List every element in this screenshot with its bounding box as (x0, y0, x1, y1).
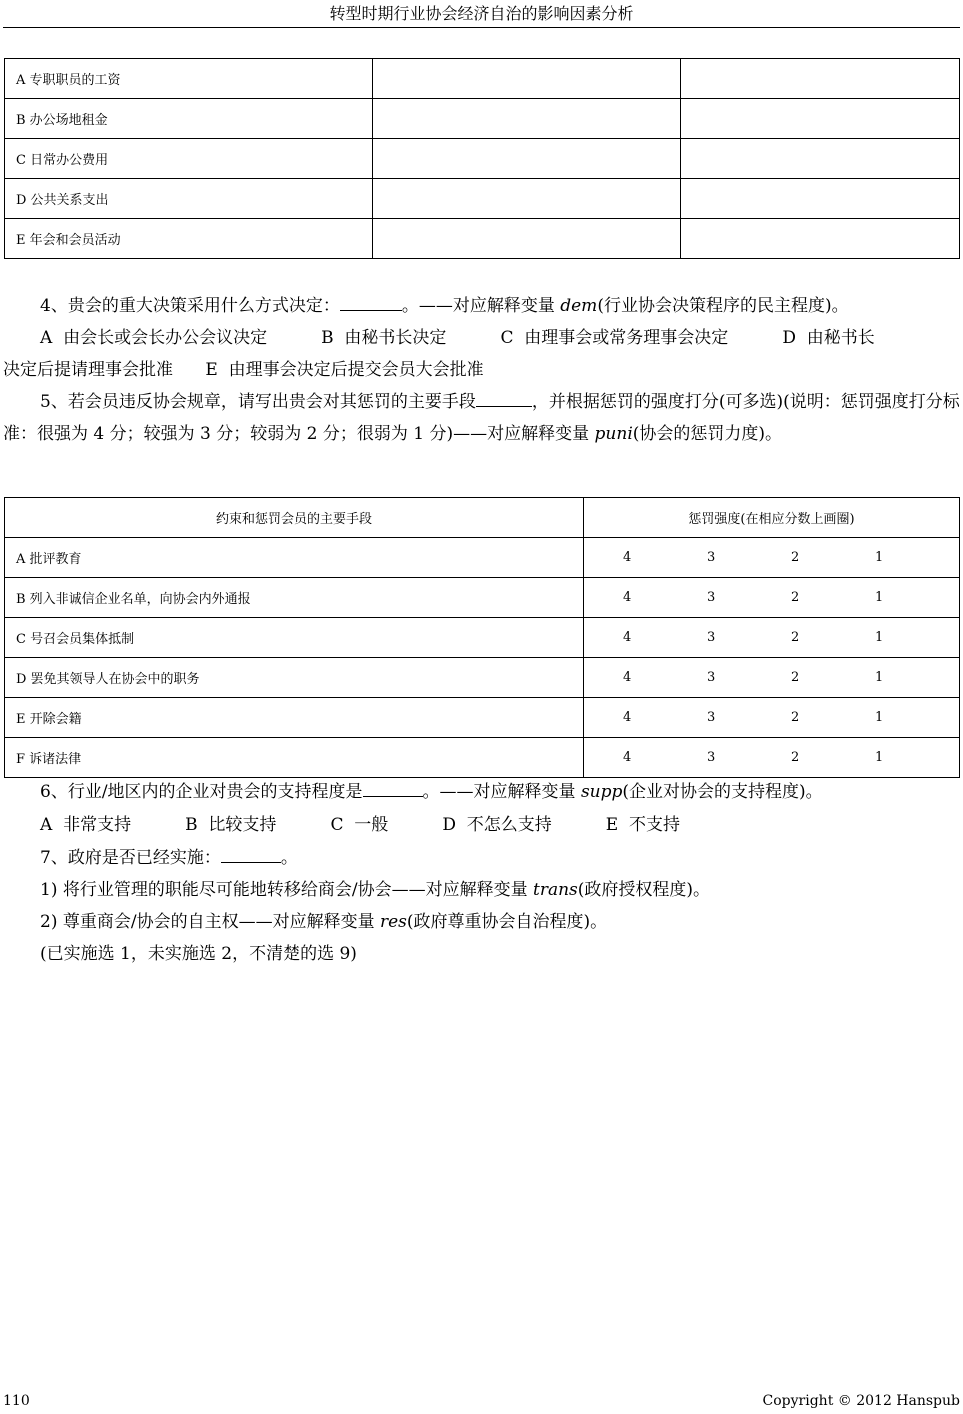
q7-item-1 (3, 874, 960, 906)
answer-cell[interactable] (681, 139, 960, 179)
answer-cell[interactable] (373, 179, 681, 219)
answer-cell[interactable] (681, 219, 960, 259)
answer-cell[interactable] (681, 59, 960, 99)
score-option[interactable]: 1 (875, 750, 884, 765)
table-row (5, 179, 960, 219)
score-cell[interactable] (584, 578, 960, 618)
score-cell[interactable] (584, 658, 960, 698)
score-option[interactable]: 3 (707, 550, 716, 565)
score-cell[interactable] (584, 618, 960, 658)
measure-label: A 批评教育 (5, 538, 584, 578)
score-option[interactable]: 3 (707, 630, 716, 645)
score-option[interactable]: 2 (791, 590, 800, 605)
q5-variable: puni (594, 424, 633, 444)
score-option[interactable]: 2 (791, 750, 800, 765)
running-header: 转型时期行业协会经济自治的影响因素分析 (329, 4, 634, 23)
score-option[interactable]: 4 (623, 670, 632, 685)
score-option[interactable]: 2 (791, 630, 800, 645)
score-option[interactable]: 4 (623, 630, 632, 645)
cost-item-label: D 公共关系支出 (5, 179, 373, 219)
q6-answer-blank[interactable] (363, 778, 423, 797)
q4-variable-desc: (行业协会决策程序的民主程度)。 (597, 296, 849, 316)
cost-item-label: E 年会和会员活动 (5, 219, 373, 259)
score-option[interactable]: 1 (875, 670, 884, 685)
question-7 (3, 842, 960, 874)
score-option[interactable]: 4 (623, 710, 632, 725)
q7-item-2 (3, 906, 960, 938)
cost-item-label: C 日常办公费用 (5, 139, 373, 179)
table-row (5, 738, 960, 778)
answer-cell[interactable] (373, 99, 681, 139)
punishment-table (4, 497, 960, 778)
q7-answer-blank[interactable] (221, 844, 281, 863)
score-cell[interactable] (584, 698, 960, 738)
measure-label: E 开除会籍 (5, 698, 584, 738)
score-option[interactable]: 3 (707, 710, 716, 725)
answer-cell[interactable] (681, 179, 960, 219)
q6-variable: supp (580, 782, 623, 802)
copyright: Copyright © 2012 Hanspub (762, 1393, 960, 1409)
answer-cell[interactable] (373, 219, 681, 259)
score-option[interactable]: 3 (707, 590, 716, 605)
score-option[interactable]: 1 (875, 550, 884, 565)
q6-options: A 非常支持 B 比较支持 C 一般 D 不怎么支持 E 不支持 (40, 815, 681, 835)
answer-cell[interactable] (373, 59, 681, 99)
score-option[interactable]: 4 (623, 550, 632, 565)
q5-variable-desc: (协会的惩罚力度)。 (632, 424, 783, 444)
answer-cell[interactable] (373, 139, 681, 179)
q4-variable: dem (560, 296, 598, 316)
question-4 (3, 290, 960, 322)
table-row (5, 219, 960, 259)
q4-options-line2: 决定后提请理事会批准 E 由理事会决定后提交会员大会批准 (3, 360, 484, 380)
score-option[interactable]: 1 (875, 630, 884, 645)
question-6 (3, 776, 960, 808)
measure-label: F 诉诸法律 (5, 738, 584, 778)
q4-prompt: 4、贵会的重大决策采用什么方式决定： (40, 296, 340, 316)
score-cell[interactable] (584, 738, 960, 778)
q7-suffix: 。 (280, 848, 298, 868)
table-row (5, 139, 960, 179)
column-header-intensity: 惩罚强度(在相应分数上画圈) (584, 498, 960, 538)
q7-item-2-desc: (政府尊重协会自治程度)。 (406, 912, 608, 932)
q4-suffix: 。——对应解释变量 (401, 296, 555, 316)
q6-prompt: 6、行业/地区内的企业对贵会的支持程度是 (40, 782, 363, 802)
q7-item-1-desc: (政府授权程度)。 (577, 880, 711, 900)
table-row (5, 59, 960, 99)
page-number: 110 (3, 1393, 30, 1409)
question-5 (3, 386, 960, 450)
table-row (5, 698, 960, 738)
table-row (5, 578, 960, 618)
table-row (5, 658, 960, 698)
column-header-measure: 约束和惩罚会员的主要手段 (5, 498, 584, 538)
q5-prompt: 5、若会员违反协会规章，请写出贵会对其惩罚的主要手段 (40, 392, 476, 412)
q7-item-2-variable: res (380, 912, 407, 932)
score-option[interactable]: 4 (623, 750, 632, 765)
q7-prompt: 7、政府是否已经实施： (40, 848, 221, 868)
score-option[interactable]: 2 (791, 550, 800, 565)
cost-table (4, 58, 960, 259)
cost-item-label: A 专职职员的工资 (5, 59, 373, 99)
q7-item-1-text: 1) 将行业管理的职能尽可能地转移给商会/协会——对应解释变量 (40, 880, 528, 900)
q7-note: (已实施选 1，未实施选 2，不清楚的选 9) (40, 944, 357, 964)
table-header-row (5, 498, 960, 538)
score-option[interactable]: 2 (791, 670, 800, 685)
score-option[interactable]: 3 (707, 750, 716, 765)
measure-label: B 列入非诚信企业名单，向协会内外通报 (5, 578, 584, 618)
q7-item-1-variable: trans (533, 880, 578, 900)
measure-label: D 罢免其领导人在协会中的职务 (5, 658, 584, 698)
cost-item-label: B 办公场地租金 (5, 99, 373, 139)
q6-suffix: 。——对应解释变量 (422, 782, 576, 802)
q5-answer-blank[interactable] (476, 388, 532, 407)
score-option[interactable]: 4 (623, 590, 632, 605)
q4-answer-blank[interactable] (340, 292, 402, 311)
q6-variable-desc: (企业对协会的支持程度)。 (622, 782, 823, 802)
q4-options-line1: A 由会长或会长办公会议决定 B 由秘书长决定 C 由理事会或常务理事会决定 D 由秘书长 (40, 328, 875, 348)
measure-label: C 号召会员集体抵制 (5, 618, 584, 658)
score-option[interactable]: 1 (875, 590, 884, 605)
q7-item-2-text: 2) 尊重商会/协会的自主权——对应解释变量 (40, 912, 375, 932)
score-option[interactable]: 2 (791, 710, 800, 725)
answer-cell[interactable] (681, 99, 960, 139)
score-cell[interactable] (584, 538, 960, 578)
score-option[interactable]: 3 (707, 670, 716, 685)
q5-instructions: ，并根据惩罚的强度打分(可多选)(说明：惩罚强度打分标准：很强为 4 分；较强为 3 分；较弱为 2 分；很弱为 1 分)——对应解释变量 (3, 392, 960, 444)
header-rule (3, 27, 960, 28)
table-row (5, 538, 960, 578)
table-row (5, 99, 960, 139)
score-option[interactable]: 1 (875, 710, 884, 725)
table-row (5, 618, 960, 658)
